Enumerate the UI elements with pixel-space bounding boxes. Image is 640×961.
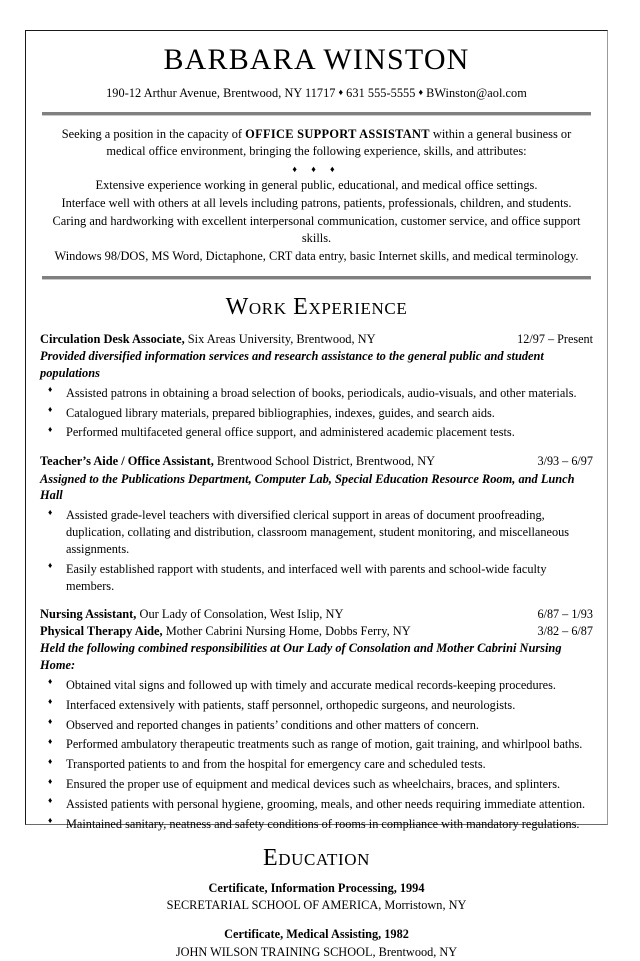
job-bullet-list — [40, 385, 593, 442]
job-title: Nursing Assistant, — [40, 607, 137, 622]
diamond-divider-icon: ♦ ♦ ♦ — [292, 163, 341, 174]
education-school: JOHN WILSON TRAINING SCHOOL, Brentwood, NY — [175, 944, 458, 959]
contact-phone: 631 555-5555 — [346, 85, 416, 100]
job-bullet-list — [40, 677, 593, 833]
header-divider — [42, 112, 591, 116]
job-entry — [40, 331, 593, 442]
work-experience-heading: Work Experience — [225, 294, 408, 321]
diamond-separator-icon: ♦ — [338, 87, 344, 98]
job-header — [40, 606, 593, 623]
objective-role: OFFICE SUPPORT ASSISTANT — [245, 126, 430, 141]
job-bullet: ♦ Maintained sanitary, neatness and safety conditions of rooms in compliance with mandatory regulations. — [40, 816, 593, 833]
job-header-secondary — [40, 623, 593, 640]
job-header — [40, 453, 593, 470]
objective-statement — [58, 126, 575, 161]
job-subtitle: Assigned to the Publications Department, Computer Lab, Special Education Resource Room, and Lunch Hall — [40, 471, 575, 503]
summary-line: Extensive experience working in general public, educational, and medical office settings. — [95, 178, 538, 193]
resume-page — [25, 30, 608, 959]
job-entry — [40, 606, 593, 832]
resume-header — [40, 43, 593, 101]
job-subtitle: Held the following combined responsibilities at Our Lady of Consolation and Mother Cabrini Nursing Home: — [40, 641, 562, 673]
job-bullet: ♦ Performed ambulatory therapeutic treatments such as range of motion, gait training, and whirlpool baths. — [40, 736, 593, 753]
education-entry — [40, 880, 593, 914]
job-bullet: ♦ Interfaced extensively with patients, staff personnel, orthopedic surgeons, and neurologists. — [40, 697, 593, 714]
job-title: Teacher’s Aide / Office Assistant, — [40, 454, 214, 469]
job-company: Six Areas University, Brentwood, NY — [184, 331, 376, 346]
job-bullet-list — [40, 507, 593, 594]
summary-line: Interface well with others at all levels including patrons, patients, professionals, children, and students. — [61, 195, 572, 210]
job-bullet: ♦ Catalogued library materials, prepared bibliographies, indexes, guides, and search aids. — [40, 405, 593, 422]
job-company: Our Lady of Consolation, West Islip, NY — [136, 607, 344, 622]
job-entry — [40, 453, 593, 594]
objective-text-post: within a general business or medical office environment, bringing the following experience, skills, and attributes: — [106, 126, 572, 159]
education-certificate: Certificate, Information Processing, 1994 — [208, 881, 425, 896]
job-bullet: ♦ Obtained vital signs and followed up with timely and accurate medical records-keeping procedures. — [40, 677, 593, 694]
job-bullet: ♦ Easily established rapport with students, and interfaced well with parents and school-wide faculty members. — [40, 561, 593, 595]
objective-text-pre: Seeking a position in the capacity of — [61, 126, 246, 141]
job-bullet: ♦ Ensured the proper use of equipment and medical devices such as wheelchairs, braces, and splinters. — [40, 776, 593, 793]
contact-address: 190-12 Arthur Avenue, Brentwood, NY 11717 — [106, 85, 336, 100]
job-bullet: ♦ Observed and reported changes in patients’ conditions and other matters of concern. — [40, 717, 593, 734]
job-bullet: ♦ Performed multifaceted general office support, and administered academic placement tests. — [40, 424, 593, 441]
job-title: Physical Therapy Aide, — [40, 623, 163, 638]
education-certificate: Certificate, Medical Assisting, 1982 — [224, 927, 409, 942]
job-header — [40, 331, 593, 348]
candidate-name: BARBARA WINSTON — [163, 43, 470, 76]
job-bullet: ♦ Assisted grade-level teachers with diversified clerical support in areas of document proofreading, duplication, collating and distribution, classroom management, student monitoring, and miscellaneous assignments. — [40, 507, 593, 558]
job-company: Mother Cabrini Nursing Home, Dobbs Ferry, NY — [162, 623, 411, 638]
job-date: 12/97 – Present — [517, 331, 593, 346]
job-company: Brentwood School District, Brentwood, NY — [213, 454, 436, 469]
summary-line: Windows 98/DOS, MS Word, Dictaphone, CRT data entry, basic Internet skills, and medical terminology. — [54, 248, 579, 263]
job-date: 3/82 – 6/87 — [537, 623, 593, 638]
job-date: 3/93 – 6/97 — [537, 454, 593, 469]
summary-divider — [42, 276, 591, 280]
job-bullet: ♦ Transported patients to and from the hospital for emergency care and scheduled tests. — [40, 756, 593, 773]
job-bullet: ♦ Assisted patrons in obtaining a broad selection of books, periodicals, audio-visuals, and other materials. — [40, 385, 593, 402]
contact-line — [40, 86, 593, 101]
objective-section — [40, 126, 593, 266]
job-bullet: ♦ Assisted patients with personal hygiene, grooming, meals, and other needs requiring immediate attention. — [40, 796, 593, 813]
job-subtitle: Provided diversified information services and research assistance to the general public and student populations — [40, 349, 544, 380]
contact-email: BWinston@aol.com — [426, 85, 527, 100]
summary-line: Caring and hardworking with excellent interpersonal communication, customer service, and office support skills. — [52, 213, 581, 246]
education-heading: Education — [263, 844, 370, 871]
education-school: SECRETARIAL SCHOOL OF AMERICA, Morristown, NY — [166, 898, 467, 913]
job-date: 6/87 – 1/93 — [537, 607, 593, 622]
education-entry — [40, 926, 593, 960]
diamond-separator-icon: ♦ — [418, 87, 424, 98]
job-title: Circulation Desk Associate, — [40, 331, 185, 346]
